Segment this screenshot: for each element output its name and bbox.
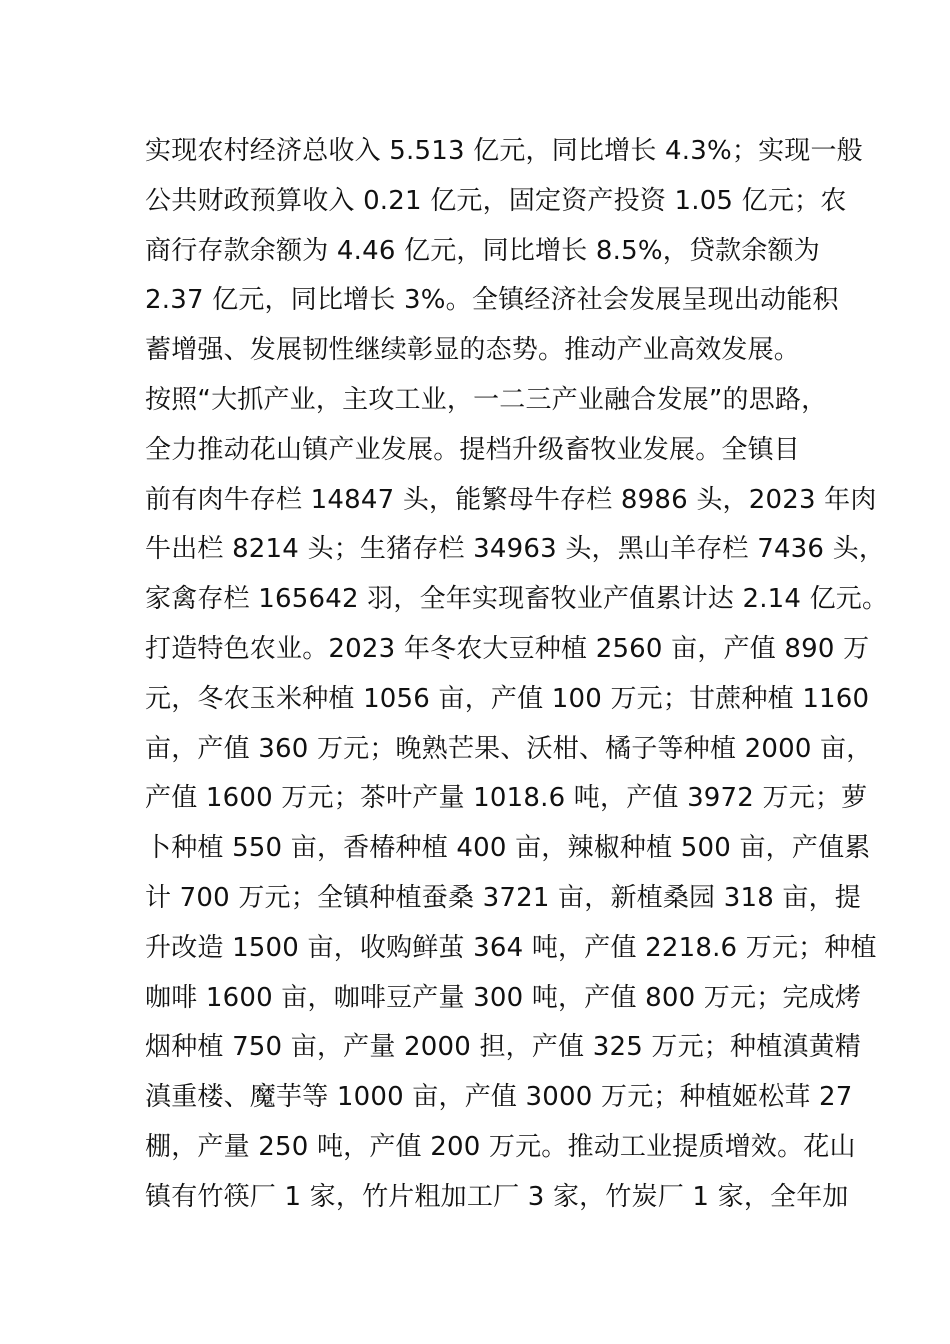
text-line-7: 全力推动花山镇产业发展。提档升级畜牧业发展。全镇目: [145, 434, 801, 465]
text-line-19: 烟种植 750 亩，产量 2000 担，产值 325 万元；种植滇黄精: [145, 1032, 862, 1063]
text-line-16: 计 700 万元；全镇种植蚕桑 3721 亩，新植桑园 318 亩，提: [145, 882, 862, 913]
text-line-12: 元，冬农玉米种植 1056 亩，产值 100 万元；甘蔗种植 1160: [145, 683, 870, 714]
body-paragraph: [145, 127, 889, 1223]
text-line-13: 亩，产值 360 万元；晚熟芒果、沃柑、橘子等种植 2000 亩，: [145, 733, 873, 764]
text-line-6: 按照“大抓产业，主攻工业，一二三产业融合发展”的思路，: [145, 384, 828, 415]
text-line-18: 咖啡 1600 亩，咖啡豆产量 300 吨，产值 800 万元；完成烤: [145, 982, 862, 1013]
text-line-5: 蓄增强、发展韧性继续彰显的态势。推动产业高效发展。: [145, 335, 801, 366]
text-line-4: 2.37 亿元，同比增长 3%。全镇经济社会发展呈现出动能积: [145, 285, 839, 316]
text-line-10: 家禽存栏 165642 羽，全年实现畜牧业产值累计达 2.14 亿元。: [145, 584, 889, 615]
text-line-1: 实现农村经济总收入 5.513 亿元，同比增长 4.3%；实现一般: [145, 136, 863, 166]
text-line-2: 公共财政预算收入 0.21 亿元，固定资产投资 1.05 亿元；农: [145, 185, 847, 216]
text-line-3: 商行存款余额为 4.46 亿元，同比增长 8.5%，贷款余额为: [145, 235, 820, 266]
text-line-21: 棚，产量 250 吨，产值 200 万元。推动工业提质增效。花山: [145, 1131, 856, 1162]
text-line-22: 镇有竹筷厂 1 家，竹片粗加工厂 3 家，竹炭厂 1 家，全年加: [145, 1181, 849, 1212]
text-line-17: 升改造 1500 亩，收购鲜茧 364 吨，产值 2218.6 万元；种植: [145, 932, 877, 963]
text-line-15: 卜种植 550 亩，香椿种植 400 亩，辣椒种植 500 亩，产值累: [145, 833, 871, 864]
text-line-8: 前有肉牛存栏 14847 头，能繁母牛存栏 8986 头，2023 年肉: [145, 484, 877, 515]
text-line-9: 牛出栏 8214 头；生猪存栏 34963 头，黑山羊存栏 7436 头，: [145, 534, 886, 565]
text-line-20: 滇重楼、魔芋等 1000 亩，产值 3000 万元；种植姬松茸 27: [145, 1082, 853, 1113]
text-line-11: 打造特色农业。2023 年冬农大豆种植 2560 亩，产值 890 万: [145, 633, 870, 664]
text-line-14: 产值 1600 万元；茶叶产量 1018.6 吨，产值 3972 万元；萝: [145, 783, 868, 814]
